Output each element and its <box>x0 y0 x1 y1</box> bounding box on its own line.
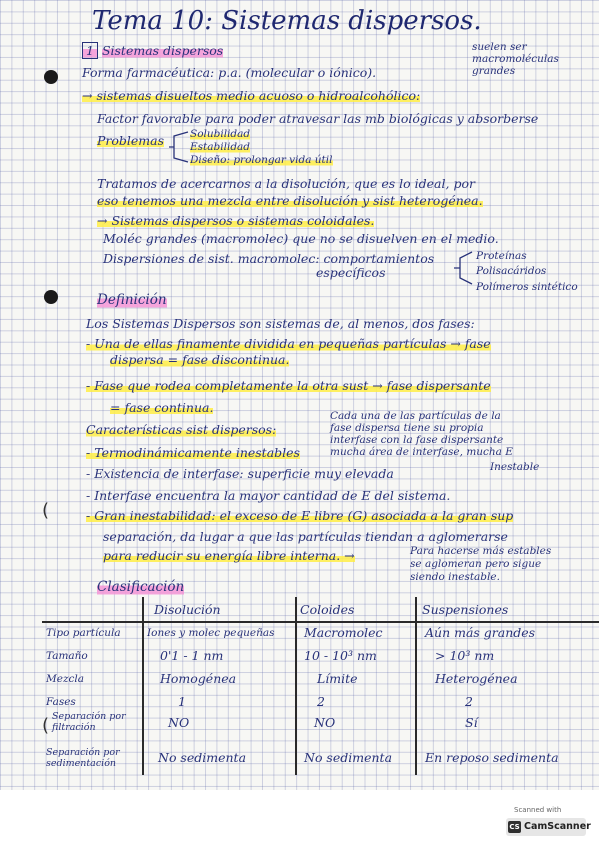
table-cell: 2 <box>317 694 325 709</box>
table-cell: Heterogénea <box>435 671 518 686</box>
table-cell: NO <box>314 715 336 730</box>
definition-heading: Definición <box>97 292 167 308</box>
side-note-line: Cada una de las partículas de la <box>330 410 501 422</box>
table-cell: Macromolec <box>304 625 383 640</box>
feature-bullet: - Gran inestabilidad: el exceso de E libre (G) asociada a la gran sup <box>86 508 514 523</box>
table-cell: Iones y molec pequeñas <box>147 627 275 639</box>
binder-ring-mark: ( <box>42 500 50 521</box>
table-cell: Sí <box>465 715 478 730</box>
text-line: Moléc grandes (macromolec) que no se disuelven en el medio. <box>103 231 499 246</box>
side-note-line: mucha área de interfase, mucha E <box>330 446 513 458</box>
text-line: Los Sistemas Dispersos son sistemas de, al menos, dos fases: <box>86 316 475 331</box>
features-label: Características sist dispersos: <box>86 422 277 437</box>
table-row-label: Mezcla <box>46 673 84 685</box>
feature-bullet: - Interfase encuentra la mayor cantidad de E del sistema. <box>86 488 451 503</box>
table-cell: NO <box>168 715 190 730</box>
feature-bullet-cont: separación, da lugar a que las partículas tiendan a aglomerarse <box>103 529 508 544</box>
table-row-label: Fases <box>46 696 76 708</box>
table-cell: 1 <box>178 694 186 709</box>
camscanner-name: CamScanner <box>524 821 591 832</box>
text-line: Factor favorable para poder atravesar las mb biológicas y absorberse <box>97 111 539 126</box>
table-header: Disolución <box>154 602 221 617</box>
feature-bullet-cont: para reducir su energía libre interna. → <box>103 548 355 563</box>
side-note-line: interfase con la fase dispersante <box>330 434 504 446</box>
table-cell: Límite <box>317 671 358 686</box>
example-item: Polímeros sintético <box>476 281 578 293</box>
section-heading-text: Sistemas dispersos <box>101 43 224 58</box>
example-item: Proteínas <box>476 250 527 262</box>
text-line: → sistemas disueltos medio acuoso o hidroalcohólico: <box>82 88 421 103</box>
brace-icon <box>452 250 474 286</box>
side-note-line: se aglomeran pero sigue <box>410 558 542 570</box>
table-cell: No sedimenta <box>158 750 247 765</box>
punch-hole <box>44 290 58 304</box>
feature-bullet: - Existencia de interfase: superficie muy elevada <box>86 466 394 481</box>
text-line: - Fase que rodea completamente la otra sust → fase dispersante <box>86 378 491 393</box>
table-rule <box>415 597 417 775</box>
text-line: Dispersiones de sist. macromolec: comportamientos <box>103 251 435 266</box>
example-item: Polisacáridos <box>476 265 547 277</box>
text-line: = fase continua. <box>110 400 214 415</box>
table-cell: En reposo sedimenta <box>425 750 559 765</box>
camscanner-icon: CS <box>509 823 520 831</box>
section-heading-1 <box>82 43 223 58</box>
table-cell: 0'1 - 1 nm <box>160 648 224 663</box>
table-cell: Aún más grandes <box>425 625 536 640</box>
text-line: dispersa = fase discontinua. <box>110 352 290 367</box>
camscanner-badge <box>502 806 591 840</box>
text-line: Tratamos de acercarnos a la disolución, que es lo ideal, por <box>97 176 475 191</box>
page-title: Tema 10: Sistemas dispersos. <box>92 6 482 36</box>
table-rule <box>295 597 297 775</box>
text-line: Forma farmacéutica: p.a. (molecular o iónico). <box>82 65 377 80</box>
binder-ring-mark: ( <box>42 715 50 736</box>
table-header: Coloides <box>300 602 355 617</box>
text-line: - Una de ellas finamente dividida en pequeñas partículas → fase <box>86 336 491 351</box>
scanned-with-caption: Scanned with <box>514 806 562 814</box>
side-note-line: fase dispersa tiene su propia <box>330 422 484 434</box>
table-rule <box>42 621 599 623</box>
table-rule <box>142 597 144 775</box>
table-cell: > 10³ nm <box>435 648 495 663</box>
problem-item: Solubilidad <box>190 128 251 140</box>
table-row-label: Separación por filtración <box>52 711 126 733</box>
table-header: Suspensiones <box>422 602 509 617</box>
table-cell: No sedimenta <box>304 750 393 765</box>
classification-heading: Clasificación <box>97 579 185 595</box>
text-line: eso tenemos una mezcla entre disolución y sist heterogénea. <box>97 193 483 208</box>
side-note-macromolecules: suelen ser macromoléculas grandes <box>472 41 559 77</box>
table-cell: 10 - 10³ nm <box>304 648 377 663</box>
brace-icon <box>168 130 190 164</box>
table-row-label: Separación por sedimentación <box>46 747 120 769</box>
section-number: 1 <box>82 42 98 59</box>
side-note-line: siendo inestable. <box>410 571 500 583</box>
problem-item: Diseño: prolongar vida útil <box>190 154 333 166</box>
problem-item: Estabilidad <box>190 141 251 153</box>
table-row-label: Tipo partícula <box>46 627 121 639</box>
side-note-line: Para hacerse más estables <box>410 545 552 557</box>
problems-label: Problemas <box>97 133 165 148</box>
table-row-label: Tamaño <box>46 650 88 662</box>
table-cell: Homogénea <box>160 671 237 686</box>
classification-table <box>42 597 599 777</box>
punch-hole <box>44 70 58 84</box>
text-line: → Sistemas dispersos o sistemas coloidales. <box>97 213 375 228</box>
text-line: específicos <box>316 265 386 280</box>
table-cell: 2 <box>465 694 473 709</box>
side-note-line: Inestable <box>490 461 540 473</box>
feature-bullet: - Termodinámicamente inestables <box>86 445 300 460</box>
